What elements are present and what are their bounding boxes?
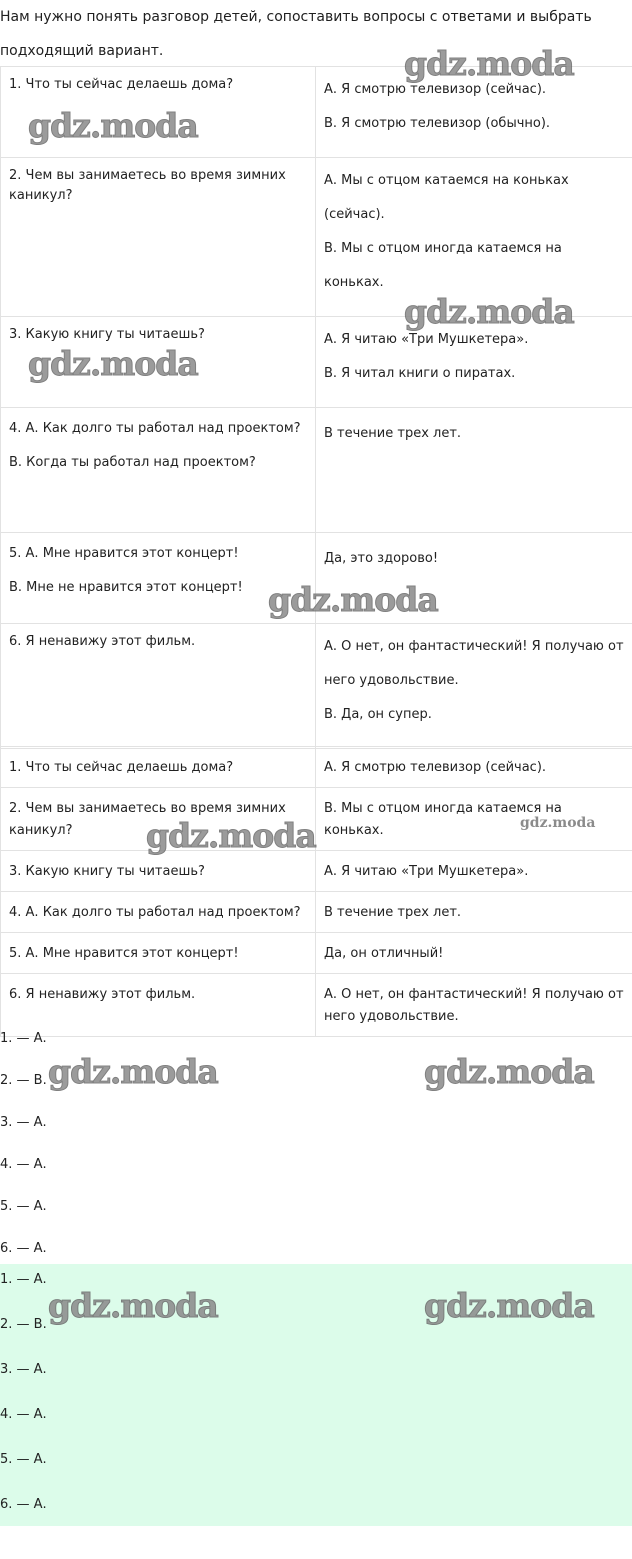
watermark: gdz.moda — [146, 816, 316, 855]
list-item: 4. — А. — [0, 1407, 47, 1422]
answer-cell: А. Я читаю «Три Мушкетера». — [316, 851, 632, 892]
table-row — [1, 892, 632, 933]
table-row — [1, 933, 632, 974]
question-cell: 2. Чем вы занимаетесь во время зимних каникул? — [1, 788, 316, 851]
table-row — [1, 408, 632, 533]
answer-option: А. Я смотрю телевизор (сейчас). — [324, 82, 547, 97]
answer-text: Да, это здорово! — [324, 551, 439, 566]
answer-cell: А. Я смотрю телевизор (сейчас). — [316, 747, 632, 788]
list-item: 5. — А. — [0, 1199, 47, 1214]
matching-table-draft — [0, 66, 632, 749]
list-item: 2. — В. — [0, 1073, 47, 1088]
answer-option: В. Я смотрю телевизор (обычно). — [324, 116, 551, 131]
answer-option: В. Да, он супер. — [324, 707, 432, 722]
answer-text: В течение трех лет. — [324, 426, 462, 441]
list-item: 6. — А. — [0, 1497, 47, 1512]
list-item: 4. — А. — [0, 1157, 47, 1172]
question-cell — [1, 624, 316, 749]
answer-option: В. Мы с отцом иногда катаемся на коньках. — [324, 241, 562, 290]
list-item: 5. — А. — [0, 1452, 47, 1467]
answer-option: А. Мы с отцом катаемся на коньках (сейчас). — [324, 173, 569, 222]
list-item: 1. — А. — [0, 1272, 47, 1287]
list-item: 2. — В. — [0, 1317, 47, 1332]
question-cell: 4. А. Как долго ты работал над проектом? — [1, 892, 316, 933]
answer-option: А. О нет, он фантастический! Я получаю от него удовольствие. — [324, 639, 624, 688]
answer-option: А. Я читаю «Три Мушкетера». — [324, 332, 529, 347]
watermark: gdz.moda — [404, 44, 574, 83]
answer-cell: В. Мы с отцом иногда катаемся на коньках. — [316, 788, 632, 851]
watermark: gdz.moda — [424, 1286, 594, 1325]
watermark: gdz.moda — [404, 292, 574, 331]
task-instruction: Нам нужно понять разговор детей, сопоставить вопросы с ответами и выбрать подходящий вариант. — [0, 9, 592, 59]
watermark: gdz.moda — [424, 1052, 594, 1091]
answer-option: В. Я читал книги о пиратах. — [324, 366, 516, 381]
watermark: gdz.moda — [268, 580, 438, 619]
answer-cell: В течение трех лет. — [316, 892, 632, 933]
question-option: В. Когда ты работал над проектом? — [9, 455, 256, 470]
table-row — [1, 851, 632, 892]
question-cell: 6. Я ненавижу этот фильм. — [1, 974, 316, 1037]
watermark: gdz.moda — [28, 344, 198, 383]
answer-cell — [316, 408, 632, 533]
question-option: 4. А. Как долго ты работал над проектом? — [9, 421, 301, 436]
watermark: gdz.moda — [48, 1286, 218, 1325]
question-cell: 1. Что ты сейчас делаешь дома? — [1, 747, 316, 788]
question-text: 3. Какую книгу ты читаешь? — [9, 327, 205, 342]
question-cell — [1, 408, 316, 533]
list-item: 3. — А. — [0, 1362, 47, 1377]
question-cell: 5. А. Мне нравится этот концерт! — [1, 933, 316, 974]
answer-cell: Да, он отличный! — [316, 933, 632, 974]
question-text: 2. Чем вы занимаетесь во время зимних каникул? — [9, 168, 286, 203]
list-item: 1. — А. — [0, 1031, 47, 1046]
list-item: 6. — А. — [0, 1241, 47, 1256]
watermark: gdz.moda — [520, 815, 596, 831]
question-option: В. Мне не нравится этот концерт! — [9, 580, 243, 595]
watermark: gdz.moda — [28, 106, 198, 145]
question-text: 1. Что ты сейчас делаешь дома? — [9, 77, 234, 92]
question-text: 6. Я ненавижу этот фильм. — [9, 634, 196, 649]
table-row — [1, 747, 632, 788]
answer-cell — [316, 624, 632, 749]
question-cell — [1, 158, 316, 317]
watermark: gdz.moda — [48, 1052, 218, 1091]
matching-table-final — [0, 746, 632, 1037]
question-cell: 3. Какую книгу ты читаешь? — [1, 851, 316, 892]
question-option: 5. А. Мне нравится этот концерт! — [9, 546, 239, 561]
list-item: 3. — А. — [0, 1115, 47, 1130]
table-row — [1, 624, 632, 749]
answer-cell: А. О нет, он фантастический! Я получаю от него удовольствие. — [316, 974, 632, 1037]
